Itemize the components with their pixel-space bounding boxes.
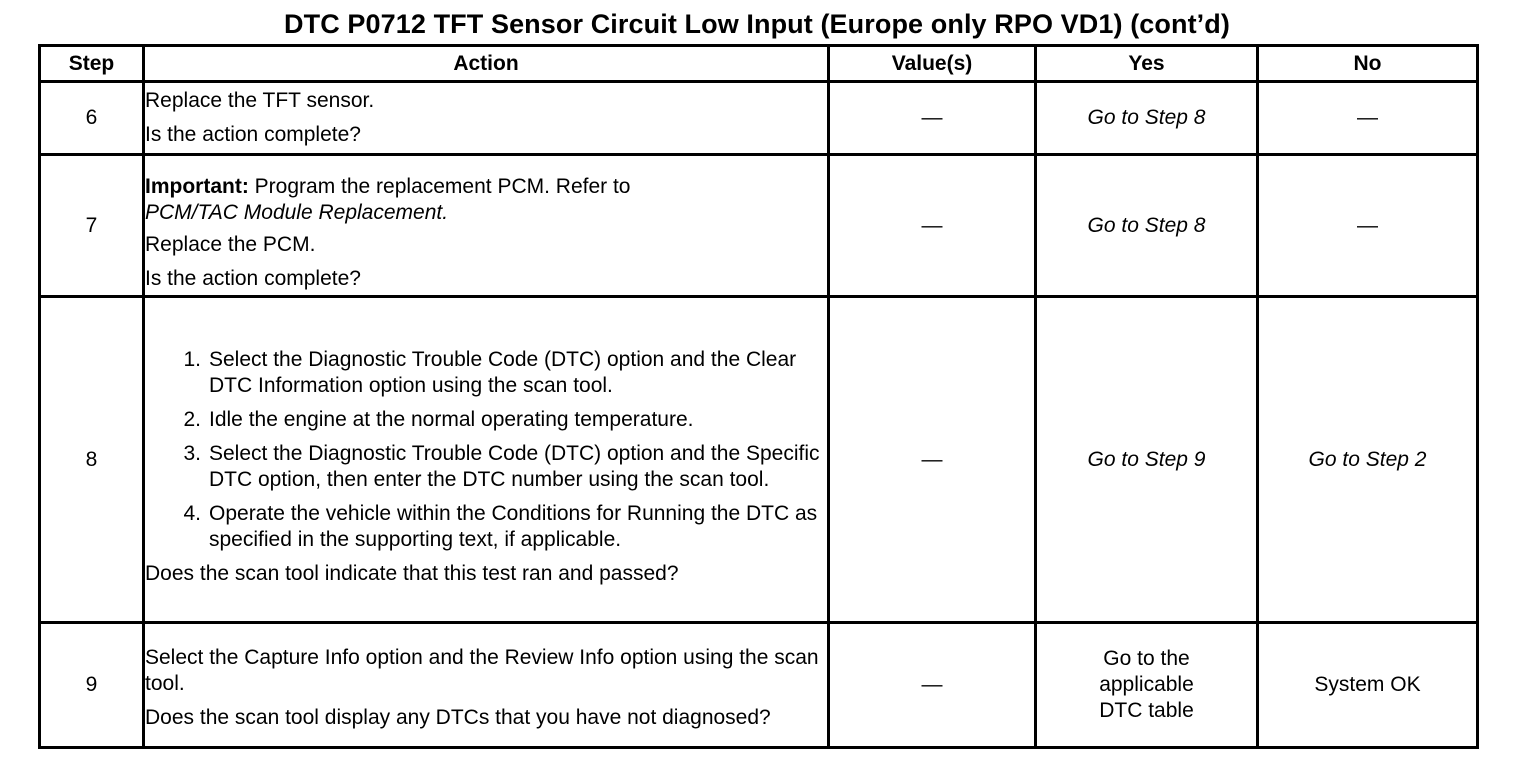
- step-number: 7: [40, 155, 144, 297]
- step-number: 6: [40, 82, 144, 155]
- list-number: 2.: [183, 407, 201, 431]
- action-cell: [144, 623, 829, 748]
- value-cell: —: [829, 82, 1036, 155]
- list-text: Operate the vehicle within the Conditions for Running the DTC as specified in the supporting text, if applicable.: [209, 501, 818, 551]
- value-cell: —: [829, 623, 1036, 748]
- list-item: [145, 501, 827, 553]
- action-text: Replace the PCM.: [145, 232, 316, 256]
- important-note: [145, 174, 827, 226]
- header-row: [40, 46, 1478, 82]
- list-item: [145, 407, 827, 433]
- list-number: 4.: [183, 501, 201, 525]
- table-row: [40, 82, 1478, 155]
- table-row: [40, 623, 1478, 748]
- action-question: Does the scan tool indicate that this test ran and passed?: [145, 561, 679, 585]
- action-question: Is the action complete?: [145, 266, 361, 290]
- value-cell: —: [829, 297, 1036, 623]
- action-question: Is the action complete?: [145, 123, 361, 146]
- no-result: System OK: [1258, 623, 1478, 748]
- column-header-yes: Yes: [1036, 46, 1258, 82]
- value-cell: —: [829, 155, 1036, 297]
- column-header-step: Step: [40, 46, 144, 82]
- action-question: Does the scan tool display any DTCs that you have not diagnosed?: [145, 706, 771, 729]
- column-header-action: Action: [144, 46, 829, 82]
- no-result: —: [1258, 155, 1478, 297]
- action-cell: [144, 82, 829, 155]
- list-number: 3.: [183, 441, 201, 465]
- yes-result: Go to Step 9: [1036, 297, 1258, 623]
- step-number: 9: [40, 623, 144, 748]
- yes-result: Go to Step 8: [1036, 155, 1258, 297]
- yes-result: Go to the applicable DTC table: [1036, 623, 1258, 748]
- important-text: Program the replacement PCM. Refer to: [254, 174, 631, 198]
- step-number: 8: [40, 297, 144, 623]
- column-header-no: No: [1258, 46, 1478, 82]
- no-result: —: [1258, 82, 1478, 155]
- diagnostic-table: [38, 44, 1479, 749]
- reference-link: PCM/TAC Module Replacement.: [145, 200, 449, 224]
- action-cell: [144, 155, 829, 297]
- action-text: Replace the TFT sensor.: [145, 89, 375, 112]
- procedure-list: [145, 347, 827, 553]
- list-item: [145, 347, 827, 399]
- list-text: Select the Diagnostic Trouble Code (DTC) option and the Clear DTC Information option using the scan tool.: [209, 347, 797, 397]
- table-row: [40, 297, 1478, 623]
- column-header-values: Value(s): [829, 46, 1036, 82]
- action-cell: [144, 297, 829, 623]
- list-text: Select the Diagnostic Trouble Code (DTC) option and the Specific DTC option, then enter the DTC number using the scan tool.: [209, 441, 820, 491]
- action-text: Select the Capture Info option and the Review Info option using the scan tool.: [145, 646, 819, 695]
- no-result: Go to Step 2: [1258, 297, 1478, 623]
- yes-result: Go to Step 8: [1036, 82, 1258, 155]
- list-item: [145, 441, 827, 493]
- table-row: [40, 155, 1478, 297]
- list-number: 1.: [183, 347, 201, 371]
- page-title: DTC P0712 TFT Sensor Circuit Low Input (Europe only RPO VD1) (cont’d): [284, 9, 1230, 39]
- important-label: Important:: [145, 174, 249, 198]
- list-text: Idle the engine at the normal operating temperature.: [209, 407, 694, 431]
